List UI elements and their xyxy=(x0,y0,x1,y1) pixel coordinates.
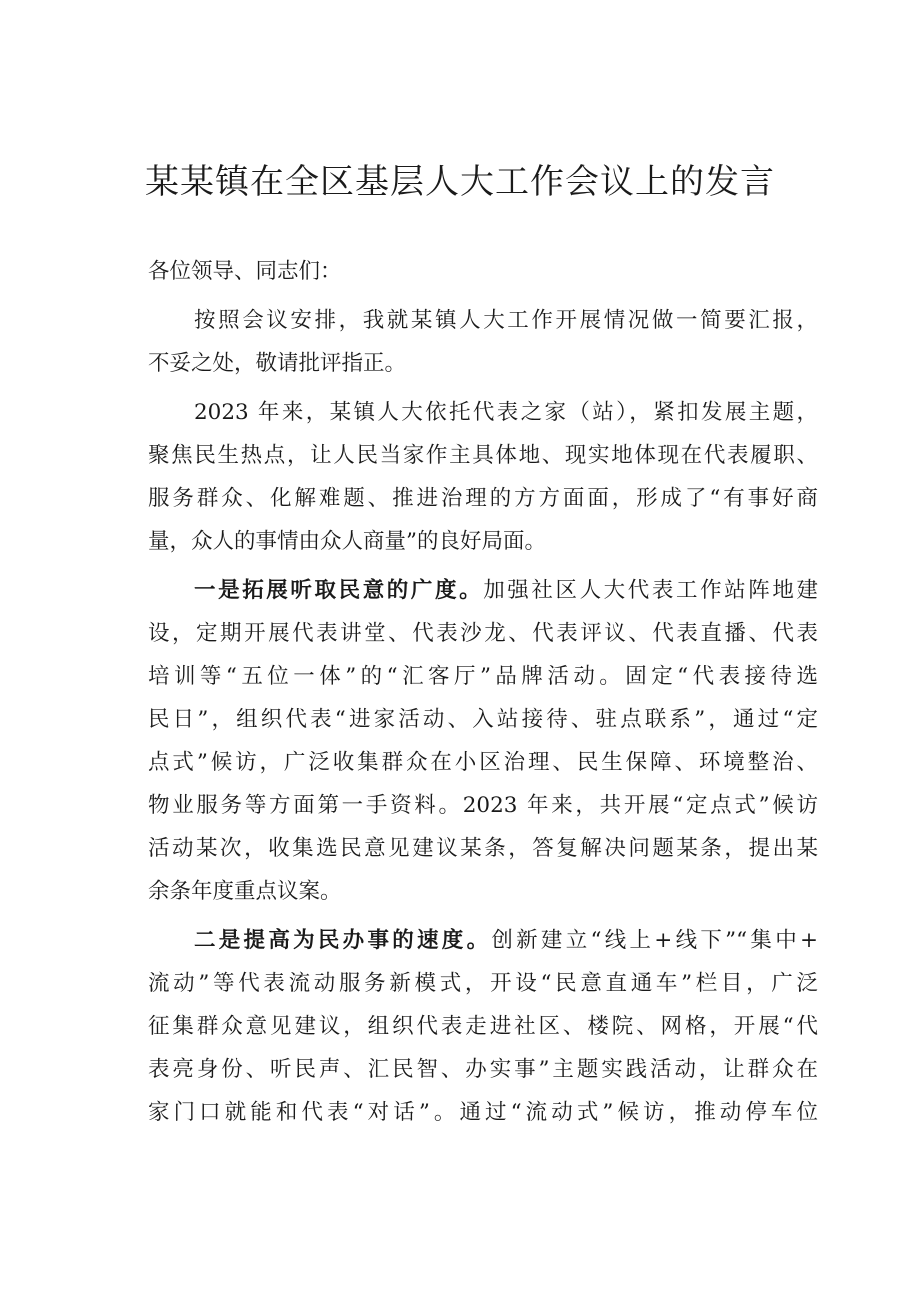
text-line: 培训等“五位一体”的“汇客厅”品牌活动。固定“代表接待选 xyxy=(148,664,818,689)
greeting: 各位领导、同志们： xyxy=(148,259,342,284)
point-heading: 一是拓展听取民意的广度。 xyxy=(194,578,484,603)
text-line: 表亮身份、听民声、汇民智、办实事”主题实践活动，让群众在 xyxy=(148,1057,818,1082)
text-line: 不妥之处，敬请批评指正。 xyxy=(148,351,407,376)
text-line: 量，众人的事情由众人商量”的良好局面。 xyxy=(148,529,546,554)
text-line: 物业服务等方面第一手资料。2023 年来，共开展“定点式”候访 xyxy=(148,793,818,818)
text-line: 聚焦民生热点，让人民当家作主具体地、现实地体现在代表履职、 xyxy=(148,443,818,468)
text-line: 余条年度重点议案。 xyxy=(148,879,342,904)
text-line: 设，定期开展代表讲堂、代表沙龙、代表评议、代表直播、代表 xyxy=(148,621,818,646)
text-segment: 加强社区人大代表工作站阵地建 xyxy=(483,578,818,603)
text-line: 服务群众、化解难题、推进治理的方方面面，形成了“有事好商 xyxy=(148,486,818,511)
paragraph-point-one xyxy=(148,569,818,913)
document-body xyxy=(148,250,818,1134)
text-line xyxy=(148,569,818,612)
paragraph-intro xyxy=(148,299,818,385)
text-line: 流动”等代表流动服务新模式，开设“民意直通车”栏目，广泛 xyxy=(148,971,818,996)
text-line: 2023 年来，某镇人大依托代表之家（站），紧扣发展主题， xyxy=(194,400,818,425)
text-line: 点式”候访，广泛收集群众在小区治理、民生保障、环境整治、 xyxy=(148,750,818,775)
point-heading: 二是提高为民办事的速度。 xyxy=(194,928,492,953)
text-line: 征集群众意见建议，组织代表走进社区、楼院、网格，开展“代 xyxy=(148,1014,818,1039)
paragraph-overview xyxy=(148,391,818,563)
text-line: 民日”，组织代表“进家活动、入站接待、驻点联系”，通过“定 xyxy=(148,707,818,732)
text-line xyxy=(148,919,818,962)
text-line: 家门口就能和代表“对话”。通过“流动式”候访，推动停车位 xyxy=(148,1100,818,1125)
document-title: 某某镇在全区基层人大工作会议上的发言 xyxy=(145,162,775,202)
paragraph-point-two xyxy=(148,919,818,1134)
text-line: 按照会议安排，我就某镇人大工作开展情况做一简要汇报， xyxy=(194,308,818,333)
text-segment: 创新建立“线上+线下”“集中+ xyxy=(491,928,818,953)
text-line: 活动某次，收集选民意见建议某条，答复解决问题某条，提出某 xyxy=(148,836,818,861)
